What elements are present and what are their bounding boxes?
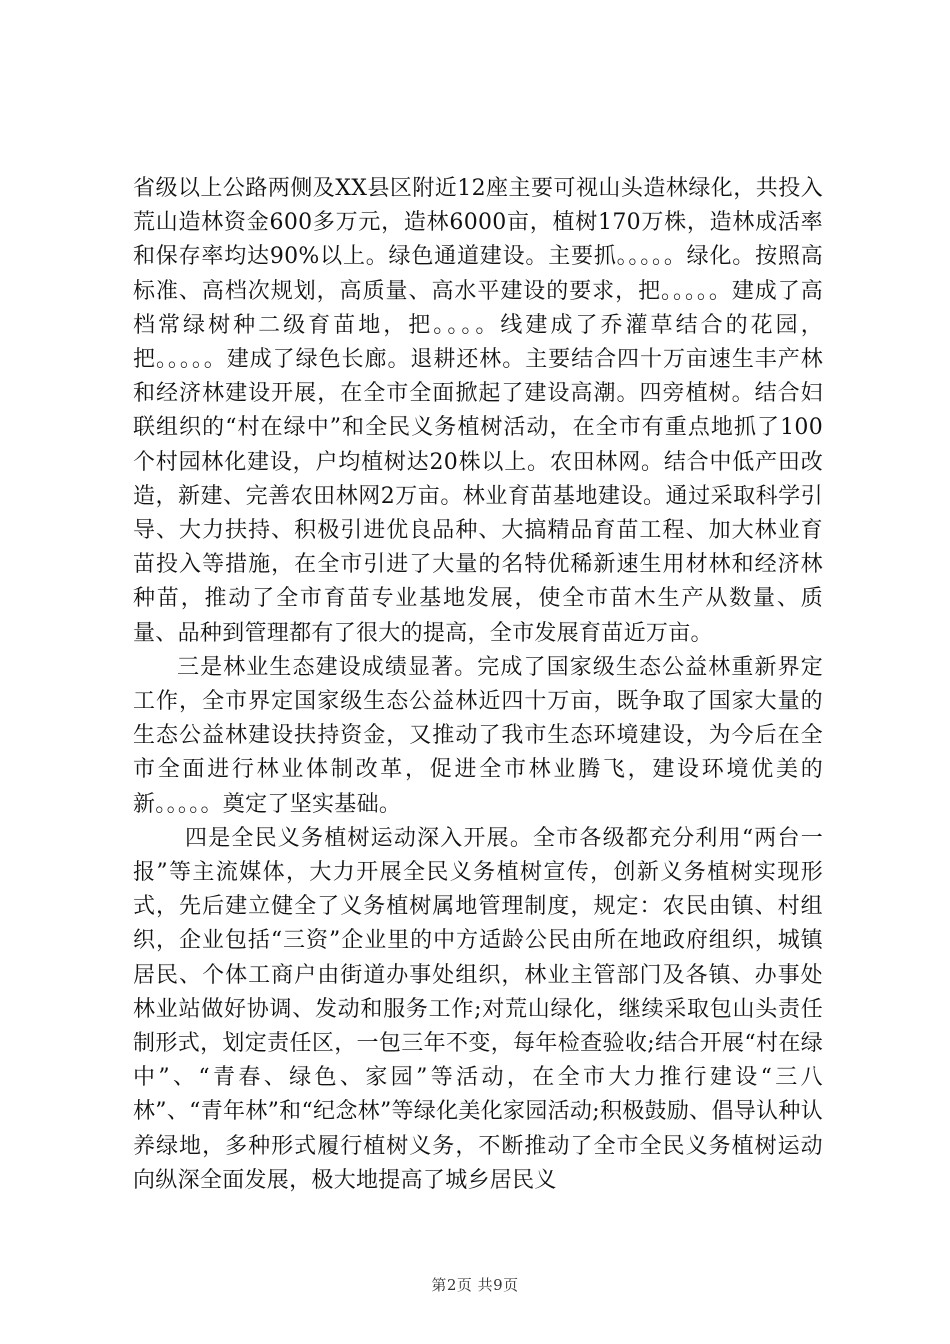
document-body xyxy=(133,172,823,1198)
paragraph-greening-projects: 省级以上公路两侧及XX县区附近12座主要可视山头造林绿化，共投入荒山造林资金600多万元，造林6000亩，植树170万株，造林成活率和保存率均达90%以上。绿色通道建设。主要抓。。。。。绿化。按照高标准、高档次规划，高质量、高水平建设的要求，把。。。。。建成了高档常绿树种二级育苗地，把。。。。线建成了乔灌草结合的花园，把。。。。。建成了绿色长廊。退耕还林。主要结合四十万亩速生丰产林和经济林建设开展，在全市全面掀起了建设高潮。四旁植树。结合妇联组织的“村在绿中”和全民义务植树活动，在全市有重点地抓了100个村园林化建设，户均植树达20株以上。农田林网。结合中低产田改造，新建、完善农田林网2万亩。林业育苗基地建设。通过采取科学引导、大力扶持、积极引进优良品种、大搞精品育苗工程、加大林业育苗投入等措施，在全市引进了大量的名特优稀新速生用材林和经济林种苗，推动了全市育苗专业基地发展，使全市苗木生产从数量、质量、品种到管理都有了很大的提高，全市发展育苗近万亩。 xyxy=(133,176,823,646)
page-number-footer: 第2页 共9页 xyxy=(431,1276,519,1294)
paragraph-ecological-construction: 三是林业生态建设成绩显著。完成了国家级生态公益林重新界定工作，全市界定国家级生态公益林近四十万亩，既争取了国家大量的生态公益林建设扶持资金，又推动了我市生态环境建设，为今后在全市全面进行林业体制改革，促进全市林业腾飞，建设环境优美的新。。。。。奠定了坚实基础。 xyxy=(133,654,823,817)
paragraph-voluntary-tree-planting: 四是全民义务植树运动深入开展。全市各级都充分利用“两台一报”等主流媒体，大力开展全民义务植树宣传，创新义务植树实现形式，先后建立健全了义务植树属地管理制度，规定：农民由镇、村组织，企业包括“三资”企业里的中方适龄公民由所在地政府组织，城镇居民、个体工商户由街道办事处组织，林业主管部门及各镇、办事处林业站做好协调、发动和服务工作;对荒山绿化，继续采取包山头责任制形式，划定责任区，一包三年不变，每年检查验收;结合开展“村在绿中”、“青春、绿色、家园”等活动，在全市大力推行建设“三八林”、“青年林”和“纪念林”等绿化美化家园活动;积极鼓励、倡导认种认养绿地，多种形式履行植树义务，不断推动了全市全民义务植树运动向纵深全面发展，极大地提高了城乡居民义 xyxy=(133,825,823,1193)
